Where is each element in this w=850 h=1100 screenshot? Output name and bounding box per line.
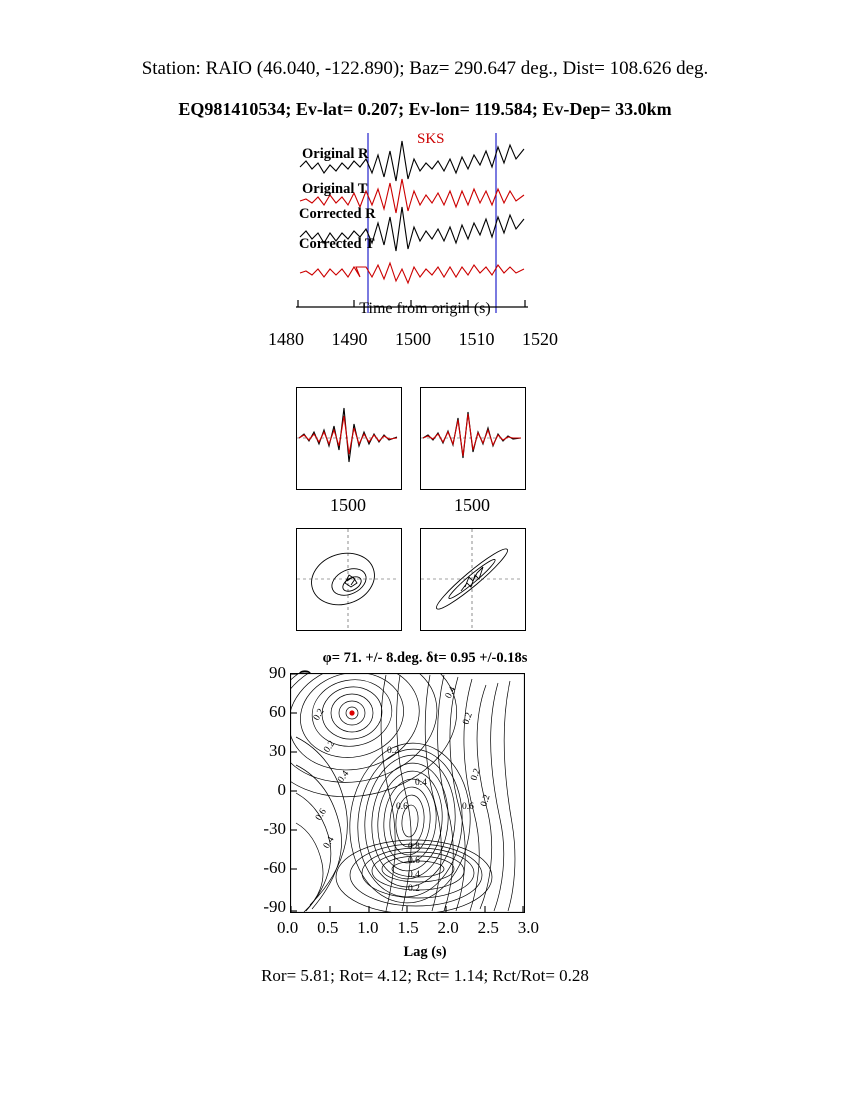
tick-label: 2.0 (437, 918, 459, 937)
svg-text:0.6: 0.6 (314, 807, 329, 823)
svg-text:0.4: 0.4 (336, 769, 352, 785)
label-corrected-t: Corrected T (299, 236, 375, 252)
tick-label: 30 (269, 741, 286, 760)
label-corrected-r: Corrected R (299, 206, 376, 222)
tick-label: 1510 (458, 329, 495, 349)
tick-label: 1.0 (357, 918, 379, 937)
svg-text:0.4: 0.4 (415, 778, 427, 788)
tick-label: 3.0 (517, 918, 539, 937)
tick-label: 1480 (268, 329, 304, 349)
zoom-waveform-corrected (420, 387, 526, 490)
page-title-station: Station: RAIO (46.040, -122.890); Baz= 290.647 deg., Dist= 108.626 deg. (141, 58, 709, 79)
svg-text:0.2: 0.2 (461, 711, 475, 727)
tick-label: -60 (263, 858, 286, 877)
svg-text:0.6: 0.6 (462, 802, 474, 812)
svg-text:0.2: 0.2 (387, 746, 399, 756)
axis-ticks-lag (277, 918, 539, 938)
svg-text:0.4: 0.4 (321, 835, 337, 851)
tick-label: 1490 (331, 329, 368, 349)
contour-plot (290, 673, 525, 913)
label-original-t: Original T (302, 181, 368, 197)
svg-text:0.4: 0.4 (408, 870, 420, 880)
pm-mid-loop (328, 564, 371, 601)
footer-statistics: Ror= 5.81; Rot= 4.12; Rct= 1.14; Rct/Rot= 0.28 (261, 966, 589, 985)
tick-label: 1520 (522, 329, 558, 349)
zoom-left-tick: 1500 (330, 495, 366, 515)
contour-title: φ= 71. +/- 8.deg. δt= 0.95 +/-0.18s (322, 650, 528, 666)
svg-text:0.8: 0.8 (408, 842, 420, 852)
tick-label: 0 (277, 780, 286, 799)
particle-motion-uncorrected (296, 528, 402, 631)
page-title-event: EQ981410534; Ev-lat= 0.207; Ev-lon= 119.584; Ev-Dep= 33.0km (178, 99, 672, 119)
svg-text:0.2: 0.2 (479, 793, 493, 808)
svg-text:0.2: 0.2 (311, 707, 327, 723)
axis-ticks-azimuth (236, 663, 286, 916)
svg-text:0.6: 0.6 (396, 802, 408, 812)
tick-label: 1500 (395, 329, 431, 349)
best-fit-minimum-marker (349, 710, 354, 715)
tick-label: 60 (269, 702, 286, 721)
label-original-r: Original R (302, 146, 369, 162)
tick-label: 1.5 (397, 918, 419, 937)
zoom-right-tick: 1500 (454, 495, 490, 515)
tick-label: 0.0 (277, 918, 299, 937)
tick-label: -30 (263, 819, 286, 838)
trace-slow (299, 416, 397, 454)
label-sks-phase: SKS (417, 131, 445, 147)
tick-label: 2.5 (477, 918, 499, 937)
axis-label-lag: Lag (s) (403, 944, 447, 960)
tick-label: 0.5 (317, 918, 339, 937)
axis-label-time: Time from origin (s) (359, 300, 491, 317)
svg-text:0.6: 0.6 (408, 856, 420, 866)
svg-text:0.4: 0.4 (443, 685, 459, 701)
axis-ticks-time (268, 329, 558, 350)
tick-label: -90 (263, 897, 286, 916)
particle-motion-corrected (420, 528, 526, 631)
trace-corrected-t (300, 263, 524, 283)
svg-text:0.2: 0.2 (408, 884, 420, 894)
zoom-waveform-uncorrected (296, 387, 402, 490)
svg-text:0.2: 0.2 (322, 739, 338, 755)
svg-text:0.2: 0.2 (469, 767, 483, 783)
tick-label: 90 (269, 663, 286, 682)
trace-slow (423, 414, 521, 456)
